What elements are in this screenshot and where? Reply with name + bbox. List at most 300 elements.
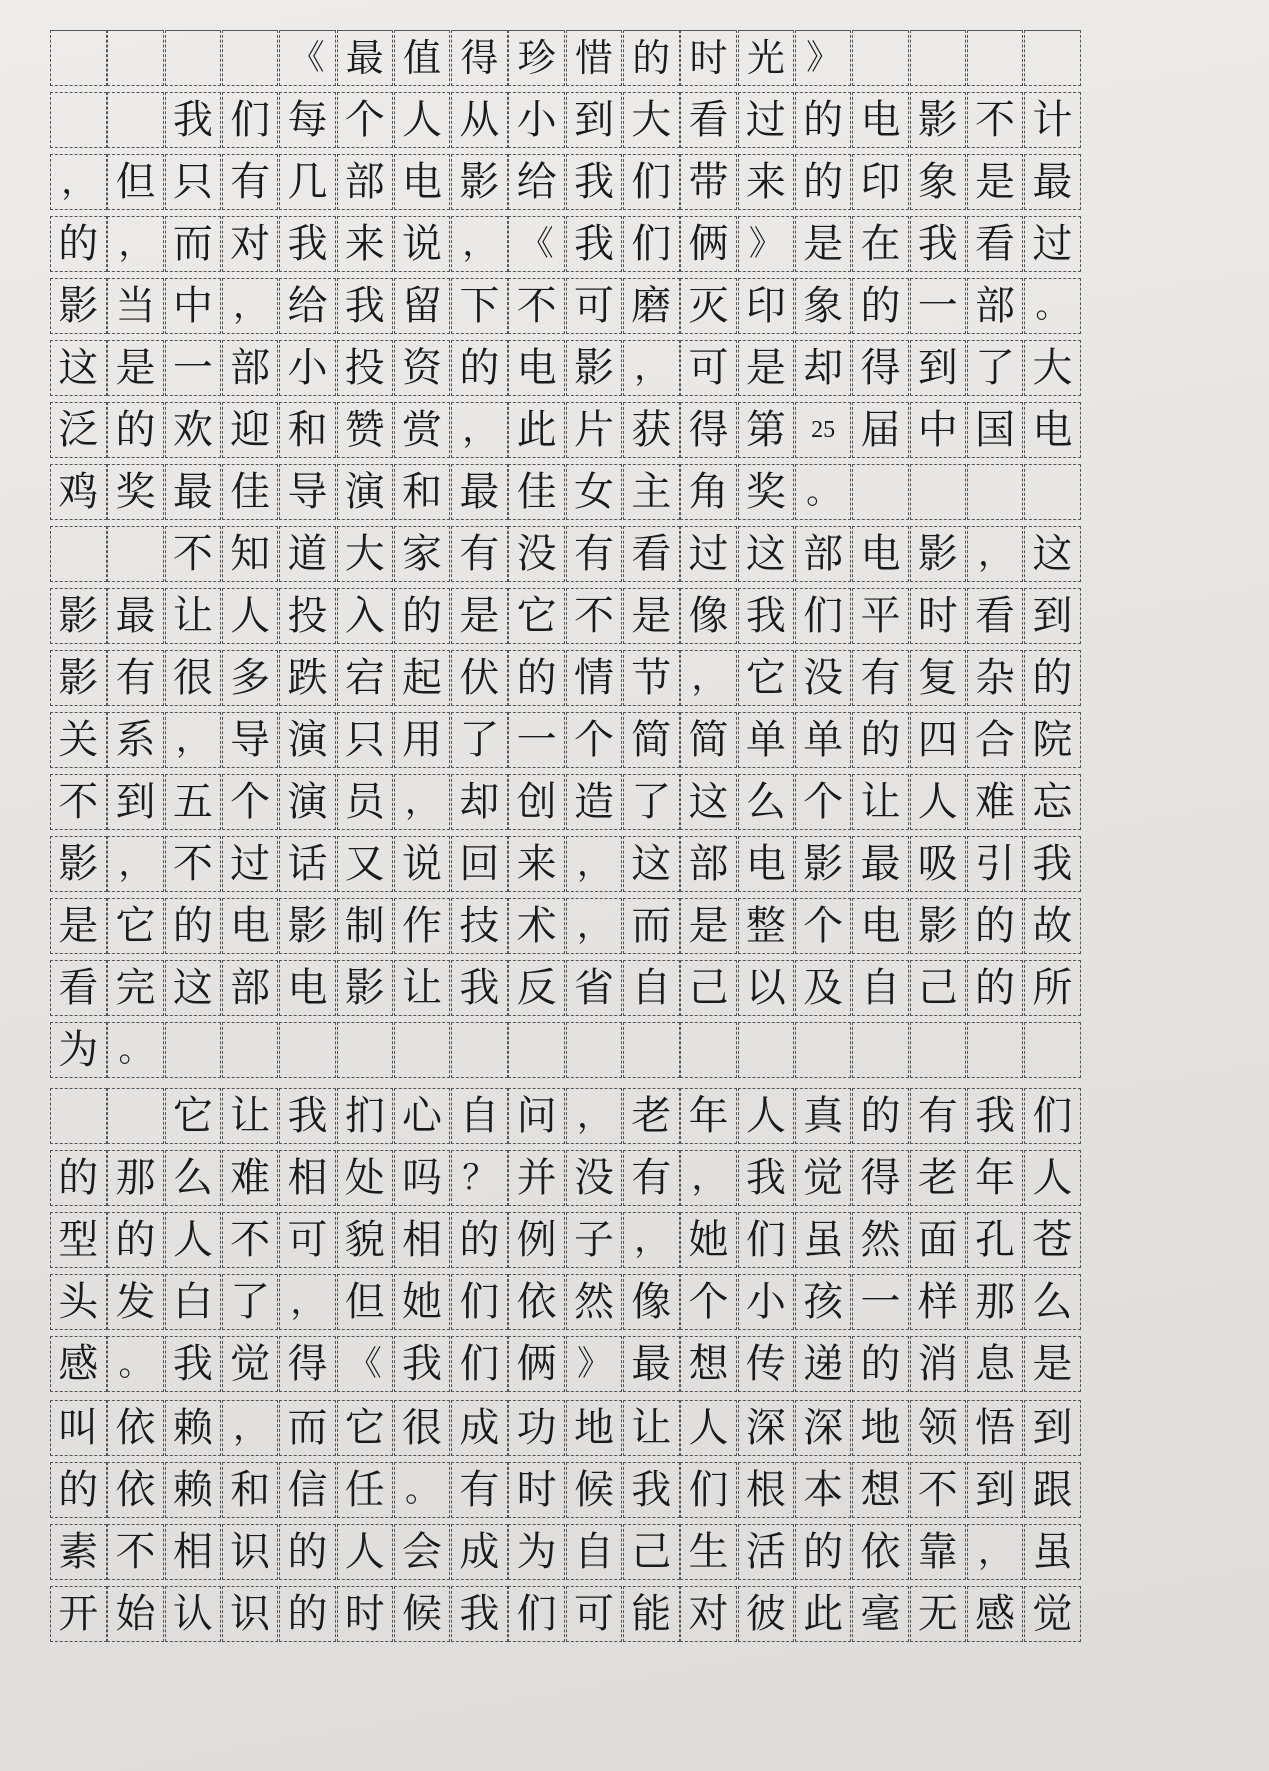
essay-char: 人 xyxy=(222,588,279,644)
essay-char: 影 xyxy=(50,836,107,892)
essay-char: ， xyxy=(451,216,508,272)
essay-char: 的 xyxy=(967,960,1024,1016)
essay-char: 整 xyxy=(738,898,795,954)
essay-char: 大 xyxy=(623,92,680,148)
essay-char: 成 xyxy=(451,1400,508,1456)
essay-char: 投 xyxy=(337,340,394,396)
essay-char: 得 xyxy=(852,1150,909,1206)
essay-char: 回 xyxy=(451,836,508,892)
essay-char: 却 xyxy=(451,774,508,830)
essay-char: 们 xyxy=(795,588,852,644)
essay-char: 赖 xyxy=(165,1462,222,1518)
essay-char: 员 xyxy=(337,774,394,830)
essay-char: 的 xyxy=(394,588,451,644)
essay-char: 没 xyxy=(566,1150,623,1206)
essay-char: 一 xyxy=(165,340,222,396)
grid-cell xyxy=(165,1022,222,1078)
essay-char: 电 xyxy=(852,898,909,954)
essay-char: ， xyxy=(165,712,222,768)
grid-cell xyxy=(967,464,1024,520)
essay-char: 俩 xyxy=(508,1336,565,1392)
essay-char: 到 xyxy=(910,340,967,396)
essay-char: 为 xyxy=(50,1022,107,1078)
essay-char: 依 xyxy=(852,1524,909,1580)
essay-char: 自 xyxy=(852,960,909,1016)
essay-char: 老 xyxy=(623,1088,680,1144)
essay-char: 说 xyxy=(394,216,451,272)
essay-char: 象 xyxy=(795,278,852,334)
essay-char: 道 xyxy=(279,526,336,582)
essay-char: 术 xyxy=(508,898,565,954)
essay-char: 们 xyxy=(738,1212,795,1268)
essay-char: 的 xyxy=(852,278,909,334)
essay-char: 多 xyxy=(222,650,279,706)
essay-char: 奖 xyxy=(738,464,795,520)
essay-char: 们 xyxy=(508,1586,565,1642)
essay-char: 到 xyxy=(1024,1400,1081,1456)
essay-char: 样 xyxy=(910,1274,967,1330)
essay-char: 而 xyxy=(279,1400,336,1456)
essay-char: 反 xyxy=(508,960,565,1016)
essay-char: 面 xyxy=(910,1212,967,1268)
essay-char: 得 xyxy=(852,340,909,396)
essay-char: 虽 xyxy=(795,1212,852,1268)
grid-cell xyxy=(967,30,1024,86)
essay-char: 一 xyxy=(508,712,565,768)
essay-char: 本 xyxy=(795,1462,852,1518)
essay-char: 。 xyxy=(795,464,852,520)
essay-char: 获 xyxy=(623,402,680,458)
essay-row xyxy=(50,1212,1081,1268)
essay-char: 投 xyxy=(279,588,336,644)
essay-char: ， xyxy=(107,836,164,892)
essay-char: 那 xyxy=(107,1150,164,1206)
essay-char: 难 xyxy=(967,774,1024,830)
essay-char: 时 xyxy=(910,588,967,644)
essay-char: 最 xyxy=(451,464,508,520)
essay-char: 给 xyxy=(279,278,336,334)
essay-char: 我 xyxy=(394,1336,451,1392)
essay-char: 们 xyxy=(680,1462,737,1518)
essay-char: 问 xyxy=(508,1088,565,1144)
essay-char: 知 xyxy=(222,526,279,582)
essay-char: 演 xyxy=(279,712,336,768)
essay-char: 彼 xyxy=(738,1586,795,1642)
essay-char: 们 xyxy=(623,154,680,210)
grid-cell xyxy=(910,30,967,86)
essay-char: 个 xyxy=(566,712,623,768)
essay-char: 带 xyxy=(680,154,737,210)
grid-cell xyxy=(852,30,909,86)
essay-char: 它 xyxy=(107,898,164,954)
essay-char: ， xyxy=(279,1274,336,1330)
essay-char: 并 xyxy=(508,1150,565,1206)
title-char: 时 xyxy=(680,30,737,86)
essay-char: 可 xyxy=(566,278,623,334)
essay-char: 影 xyxy=(566,340,623,396)
essay-char: 中 xyxy=(165,278,222,334)
essay-row xyxy=(50,154,1081,210)
essay-char: 作 xyxy=(394,898,451,954)
grid-cell xyxy=(852,464,909,520)
essay-char: 让 xyxy=(852,774,909,830)
essay-char: 宕 xyxy=(337,650,394,706)
essay-char: 个 xyxy=(222,774,279,830)
essay-char: 部 xyxy=(967,278,1024,334)
essay-char: 是 xyxy=(1024,1336,1081,1392)
essay-char: 虽 xyxy=(1024,1524,1081,1580)
essay-char: 不 xyxy=(566,588,623,644)
essay-char: 人 xyxy=(680,1400,737,1456)
essay-char: 影 xyxy=(50,588,107,644)
essay-char: 引 xyxy=(967,836,1024,892)
essay-char: 始 xyxy=(107,1586,164,1642)
essay-char: 伏 xyxy=(451,650,508,706)
essay-char: 这 xyxy=(1024,526,1081,582)
essay-char: ， xyxy=(680,650,737,706)
title-char: 最 xyxy=(337,30,394,86)
essay-char: 忘 xyxy=(1024,774,1081,830)
essay-char: ， xyxy=(566,898,623,954)
essay-char: 的 xyxy=(50,1462,107,1518)
essay-char: 消 xyxy=(910,1336,967,1392)
essay-char: 鸡 xyxy=(50,464,107,520)
grid-cell xyxy=(1024,464,1081,520)
essay-row xyxy=(50,712,1081,768)
essay-char: 及 xyxy=(795,960,852,1016)
essay-char: 单 xyxy=(795,712,852,768)
essay-char: ？ xyxy=(451,1150,508,1206)
essay-char: 。 xyxy=(107,1336,164,1392)
essay-char: 我 xyxy=(279,1088,336,1144)
essay-char: 认 xyxy=(165,1586,222,1642)
essay-char: 很 xyxy=(394,1400,451,1456)
essay-char: 当 xyxy=(107,278,164,334)
essay-row xyxy=(50,898,1081,954)
essay-char: 活 xyxy=(738,1524,795,1580)
essay-row xyxy=(50,1022,1081,1078)
essay-char: 叫 xyxy=(50,1400,107,1456)
essay-char: 有 xyxy=(910,1088,967,1144)
essay-char: 小 xyxy=(279,340,336,396)
essay-char: 我 xyxy=(279,216,336,272)
essay-char: 功 xyxy=(508,1400,565,1456)
essay-char: 话 xyxy=(279,836,336,892)
essay-char: 制 xyxy=(337,898,394,954)
essay-char: 系 xyxy=(107,712,164,768)
essay-char: 磨 xyxy=(623,278,680,334)
essay-char: 有 xyxy=(852,650,909,706)
grid-cell xyxy=(50,1088,107,1144)
essay-char: 这 xyxy=(680,774,737,830)
essay-char: 佳 xyxy=(508,464,565,520)
essay-char: 大 xyxy=(1024,340,1081,396)
essay-char: 候 xyxy=(566,1462,623,1518)
essay-char: 电 xyxy=(222,898,279,954)
essay-char: 俩 xyxy=(680,216,737,272)
grid-cell xyxy=(222,1022,279,1078)
essay-char: 息 xyxy=(967,1336,1024,1392)
essay-char: 她 xyxy=(394,1274,451,1330)
essay-char: 演 xyxy=(337,464,394,520)
essay-char: 部 xyxy=(680,836,737,892)
essay-char: 苍 xyxy=(1024,1212,1081,1268)
essay-char: 己 xyxy=(680,960,737,1016)
essay-char: 故 xyxy=(1024,898,1081,954)
grid-cell xyxy=(107,1088,164,1144)
essay-char: 的 xyxy=(852,1088,909,1144)
essay-char: 计 xyxy=(1024,92,1081,148)
essay-char: 电 xyxy=(508,340,565,396)
essay-char: 小 xyxy=(738,1274,795,1330)
essay-char: 。 xyxy=(107,1022,164,1078)
essay-char: 影 xyxy=(910,526,967,582)
essay-char: 们 xyxy=(451,1274,508,1330)
essay-char: 赞 xyxy=(337,402,394,458)
essay-char: 复 xyxy=(910,650,967,706)
essay-char: 的 xyxy=(107,1212,164,1268)
essay-char: 地 xyxy=(566,1400,623,1456)
essay-char: 电 xyxy=(394,154,451,210)
essay-char: 传 xyxy=(738,1336,795,1392)
essay-char: 们 xyxy=(451,1336,508,1392)
essay-char: 是 xyxy=(451,588,508,644)
essay-char: 然 xyxy=(566,1274,623,1330)
grid-cell xyxy=(1024,30,1081,86)
essay-char: 像 xyxy=(680,588,737,644)
essay-char: 己 xyxy=(623,1524,680,1580)
essay-char: 影 xyxy=(451,154,508,210)
essay-char: 《 xyxy=(508,216,565,272)
essay-char: 让 xyxy=(623,1400,680,1456)
essay-char: 不 xyxy=(910,1462,967,1518)
essay-char: 技 xyxy=(451,898,508,954)
essay-char: 情 xyxy=(566,650,623,706)
essay-char: 到 xyxy=(566,92,623,148)
essay-char: 泛 xyxy=(50,402,107,458)
essay-char: 像 xyxy=(623,1274,680,1330)
essay-char: 我 xyxy=(165,92,222,148)
essay-char: 人 xyxy=(337,1524,394,1580)
essay-char: 家 xyxy=(394,526,451,582)
essay-char: 国 xyxy=(967,402,1024,458)
essay-char: 中 xyxy=(910,402,967,458)
essay-char: 悟 xyxy=(967,1400,1024,1456)
essay-char: 部 xyxy=(795,526,852,582)
essay-char: 们 xyxy=(1024,1088,1081,1144)
essay-char: 心 xyxy=(394,1088,451,1144)
essay-char: 人 xyxy=(394,92,451,148)
essay-char: 这 xyxy=(50,340,107,396)
essay-char: 从 xyxy=(451,92,508,148)
essay-char: 的 xyxy=(279,1586,336,1642)
essay-char: 型 xyxy=(50,1212,107,1268)
essay-char: 然 xyxy=(852,1212,909,1268)
essay-char: 最 xyxy=(1024,154,1081,210)
essay-char: 造 xyxy=(566,774,623,830)
essay-char: 和 xyxy=(222,1462,279,1518)
essay-char: 。 xyxy=(1024,278,1081,334)
essay-char: 不 xyxy=(222,1212,279,1268)
essay-char: 电 xyxy=(852,526,909,582)
essay-char: 个 xyxy=(337,92,394,148)
essay-char: 是 xyxy=(967,154,1024,210)
essay-char: 她 xyxy=(680,1212,737,1268)
essay-char: 影 xyxy=(337,960,394,1016)
essay-char: 不 xyxy=(107,1524,164,1580)
essay-char: 而 xyxy=(623,898,680,954)
essay-row xyxy=(50,836,1081,892)
essay-char: 信 xyxy=(279,1462,336,1518)
essay-char: 》 xyxy=(566,1336,623,1392)
essay-char: 了 xyxy=(451,712,508,768)
essay-char: 吗 xyxy=(394,1150,451,1206)
grid-cell xyxy=(222,30,279,86)
essay-char: 我 xyxy=(738,1150,795,1206)
essay-char: 不 xyxy=(50,774,107,830)
essay-char: 的 xyxy=(279,1524,336,1580)
essay-char: 可 xyxy=(279,1212,336,1268)
essay-char: 不 xyxy=(165,526,222,582)
essay-char: 和 xyxy=(394,464,451,520)
essay-char: 人 xyxy=(738,1088,795,1144)
essay-char: 杂 xyxy=(967,650,1024,706)
essay-char: 是 xyxy=(738,340,795,396)
essay-char: 院 xyxy=(1024,712,1081,768)
essay-char: 有 xyxy=(566,526,623,582)
essay-char: 影 xyxy=(910,92,967,148)
essay-row xyxy=(50,340,1081,396)
grid-cell xyxy=(337,1022,394,1078)
grid-cell xyxy=(451,1022,508,1078)
grid-cell xyxy=(279,1022,336,1078)
essay-char: 》 xyxy=(738,216,795,272)
essay-char: 电 xyxy=(1024,402,1081,458)
essay-char: 的 xyxy=(1024,650,1081,706)
essay-char: 我 xyxy=(910,216,967,272)
essay-row xyxy=(50,774,1081,830)
essay-char: 可 xyxy=(680,340,737,396)
essay-char: 片 xyxy=(566,402,623,458)
essay-row xyxy=(50,1524,1081,1580)
essay-char: 年 xyxy=(680,1088,737,1144)
essay-char: 部 xyxy=(337,154,394,210)
essay-row xyxy=(50,1462,1081,1518)
essay-char: 电 xyxy=(852,92,909,148)
essay-char: 这 xyxy=(623,836,680,892)
essay-row xyxy=(50,92,1081,148)
essay-char: 让 xyxy=(394,960,451,1016)
essay-char: 例 xyxy=(508,1212,565,1268)
essay-char: 女 xyxy=(566,464,623,520)
essay-char: 创 xyxy=(508,774,565,830)
essay-char: 到 xyxy=(967,1462,1024,1518)
essay-char: 识 xyxy=(222,1586,279,1642)
essay-char: 处 xyxy=(337,1150,394,1206)
essay-char: 到 xyxy=(1024,588,1081,644)
essay-char: 是 xyxy=(680,898,737,954)
essay-char: 吸 xyxy=(910,836,967,892)
essay-char: 老 xyxy=(910,1150,967,1206)
essay-char: 没 xyxy=(508,526,565,582)
essay-char: 能 xyxy=(623,1586,680,1642)
essay-char: 平 xyxy=(852,588,909,644)
essay-row xyxy=(50,1336,1081,1392)
essay-char: 无 xyxy=(910,1586,967,1642)
grid-cell xyxy=(910,464,967,520)
essay-char: 头 xyxy=(50,1274,107,1330)
essay-row xyxy=(50,526,1081,582)
title-char: 》 xyxy=(795,30,852,86)
essay-char: 孔 xyxy=(967,1212,1024,1268)
essay-char: 相 xyxy=(394,1212,451,1268)
essay-char: 过 xyxy=(222,836,279,892)
essay-char: 的 xyxy=(852,1336,909,1392)
essay-char: 过 xyxy=(738,92,795,148)
essay-char: 看 xyxy=(680,92,737,148)
essay-char: 影 xyxy=(795,836,852,892)
essay-char: 觉 xyxy=(1024,1586,1081,1642)
essay-char: 依 xyxy=(107,1400,164,1456)
essay-char: 给 xyxy=(508,154,565,210)
essay-char: 影 xyxy=(279,898,336,954)
essay-char: 迎 xyxy=(222,402,279,458)
essay-char: 没 xyxy=(795,650,852,706)
essay-char: 深 xyxy=(738,1400,795,1456)
essay-char: 此 xyxy=(508,402,565,458)
essay-char: 而 xyxy=(165,216,222,272)
essay-char: 来 xyxy=(508,836,565,892)
essay-char: ， xyxy=(623,1212,680,1268)
essay-char: 届 xyxy=(852,402,909,458)
essay-char: 来 xyxy=(738,154,795,210)
essay-char: 会 xyxy=(394,1524,451,1580)
essay-char: ， xyxy=(967,1524,1024,1580)
essay-char: 的 xyxy=(795,92,852,148)
essay-char: 成 xyxy=(451,1524,508,1580)
essay-char: 了 xyxy=(967,340,1024,396)
essay-row xyxy=(50,960,1081,1016)
essay-char: 看 xyxy=(967,216,1024,272)
essay-char: 的 xyxy=(107,402,164,458)
grid-cell xyxy=(394,1022,451,1078)
essay-char: 们 xyxy=(623,216,680,272)
essay-char: 的 xyxy=(165,898,222,954)
essay-char: 来 xyxy=(337,216,394,272)
essay-char: 用 xyxy=(394,712,451,768)
essay-char: 真 xyxy=(795,1088,852,1144)
essay-char: 电 xyxy=(738,836,795,892)
essay-char: 了 xyxy=(623,774,680,830)
essay-char: 节 xyxy=(623,650,680,706)
essay-char: 靠 xyxy=(910,1524,967,1580)
essay-row xyxy=(50,1274,1081,1330)
essay-row xyxy=(50,402,1081,458)
essay-char: 让 xyxy=(165,588,222,644)
essay-char: 扪 xyxy=(337,1088,394,1144)
essay-char: 毫 xyxy=(852,1586,909,1642)
essay-char: 相 xyxy=(279,1150,336,1206)
essay-char: 我 xyxy=(566,216,623,272)
essay-char: 依 xyxy=(107,1462,164,1518)
essay-char: 角 xyxy=(680,464,737,520)
essay-char: 说 xyxy=(394,836,451,892)
essay-char: 递 xyxy=(795,1336,852,1392)
essay-char: 佳 xyxy=(222,464,279,520)
essay-char: 的 xyxy=(508,650,565,706)
essay-char: 开 xyxy=(50,1586,107,1642)
essay-char: 可 xyxy=(566,1586,623,1642)
